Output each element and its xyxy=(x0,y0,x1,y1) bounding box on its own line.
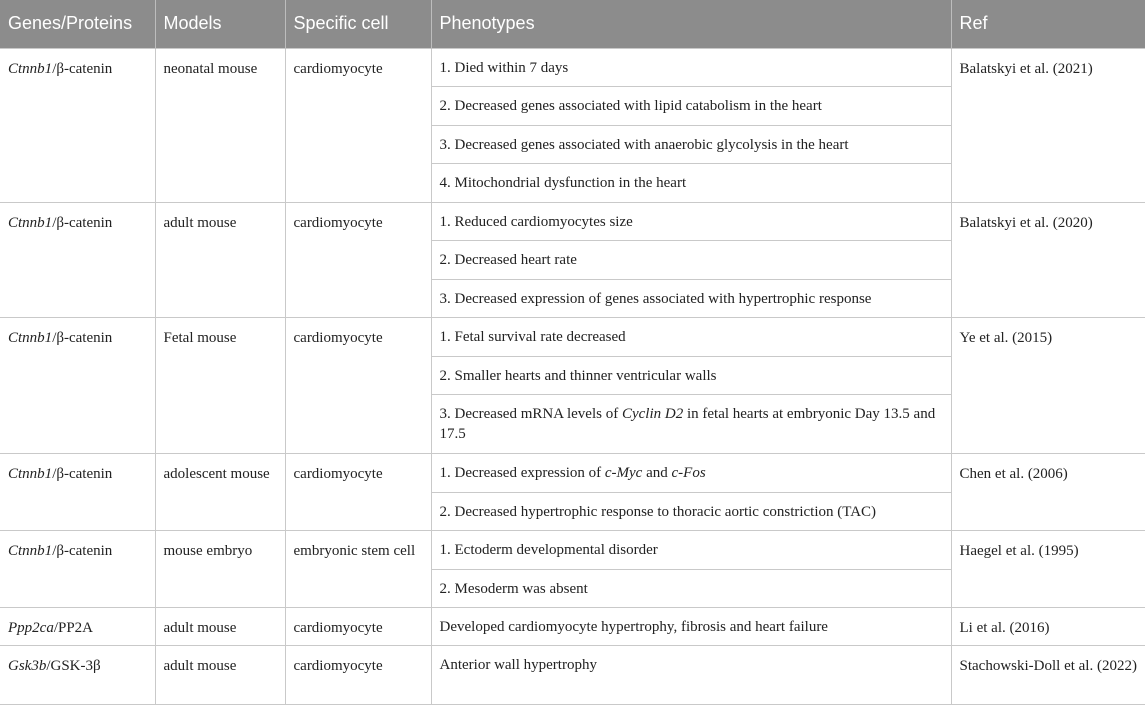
specific-cell: cardiomyocyte xyxy=(285,608,431,646)
phenotype-cell: 1. Reduced cardiomyocytes size xyxy=(431,202,951,241)
table-row xyxy=(0,608,1145,646)
ref-cell: Haegel et al. (1995) xyxy=(951,531,1145,608)
phenotype-cell: 3. Decreased genes associated with anaerobic glycolysis in the heart xyxy=(431,125,951,164)
phenotype-cell: 1. Decreased expression of c-Myc and c-Fos xyxy=(431,454,951,493)
phenotype-cell: 2. Mesoderm was absent xyxy=(431,569,951,608)
table-row xyxy=(0,646,1145,705)
gene-cell: Ctnnb1/β-catenin xyxy=(0,454,155,531)
specific-cell: cardiomyocyte xyxy=(285,454,431,531)
model-cell: mouse embryo xyxy=(155,531,285,608)
table-row xyxy=(0,48,1145,87)
model-cell: adult mouse xyxy=(155,646,285,705)
table-row xyxy=(0,318,1145,357)
header-phenotypes: Phenotypes xyxy=(431,0,951,48)
model-cell: adolescent mouse xyxy=(155,454,285,531)
phenotype-cell: 3. Decreased mRNA levels of Cyclin D2 in fetal hearts at embryonic Day 13.5 and 17.5 xyxy=(431,395,951,454)
specific-cell: cardiomyocyte xyxy=(285,646,431,705)
phenotype-cell: 2. Smaller hearts and thinner ventricular walls xyxy=(431,356,951,395)
table-row xyxy=(0,531,1145,570)
model-cell: Fetal mouse xyxy=(155,318,285,454)
phenotype-cell: 2. Decreased hypertrophic response to thoracic aortic constriction (TAC) xyxy=(431,492,951,531)
phenotype-cell: 2. Decreased heart rate xyxy=(431,241,951,280)
gene-cell: Ctnnb1/β-catenin xyxy=(0,531,155,608)
model-cell: adult mouse xyxy=(155,202,285,318)
gene-cell: Ctnnb1/β-catenin xyxy=(0,202,155,318)
ref-cell: Chen et al. (2006) xyxy=(951,454,1145,531)
gene-cell: Gsk3b/GSK-3β xyxy=(0,646,155,705)
phenotype-cell: 4. Mitochondrial dysfunction in the heart xyxy=(431,164,951,203)
phenotype-cell: 1. Died within 7 days xyxy=(431,48,951,87)
table-row xyxy=(0,454,1145,493)
header-ref: Ref xyxy=(951,0,1145,48)
ref-cell: Balatskyi et al. (2020) xyxy=(951,202,1145,318)
phenotype-cell: 1. Fetal survival rate decreased xyxy=(431,318,951,357)
header-models: Models xyxy=(155,0,285,48)
specific-cell: embryonic stem cell xyxy=(285,531,431,608)
header-cell: Specific cell xyxy=(285,0,431,48)
phenotype-cell: Developed cardiomyocyte hypertrophy, fibrosis and heart failure xyxy=(431,608,951,646)
phenotype-cell: 3. Decreased expression of genes associated with hypertrophic response xyxy=(431,279,951,318)
header-row xyxy=(0,0,1145,48)
model-cell: adult mouse xyxy=(155,608,285,646)
specific-cell: cardiomyocyte xyxy=(285,202,431,318)
header-genes: Genes/Proteins xyxy=(0,0,155,48)
table-row xyxy=(0,202,1145,241)
gene-cell: Ctnnb1/β-catenin xyxy=(0,318,155,454)
gene-cell: Ctnnb1/β-catenin xyxy=(0,48,155,202)
ref-cell: Stachowski-Doll et al. (2022) xyxy=(951,646,1145,705)
ref-cell: Li et al. (2016) xyxy=(951,608,1145,646)
ref-cell: Ye et al. (2015) xyxy=(951,318,1145,454)
ref-cell: Balatskyi et al. (2021) xyxy=(951,48,1145,202)
specific-cell: cardiomyocyte xyxy=(285,48,431,202)
gene-cell: Ppp2ca/PP2A xyxy=(0,608,155,646)
phenotype-cell: 1. Ectoderm developmental disorder xyxy=(431,531,951,570)
phenotype-cell: Anterior wall hypertrophy xyxy=(431,646,951,705)
phenotype-cell: 2. Decreased genes associated with lipid catabolism in the heart xyxy=(431,87,951,126)
model-cell: neonatal mouse xyxy=(155,48,285,202)
specific-cell: cardiomyocyte xyxy=(285,318,431,454)
